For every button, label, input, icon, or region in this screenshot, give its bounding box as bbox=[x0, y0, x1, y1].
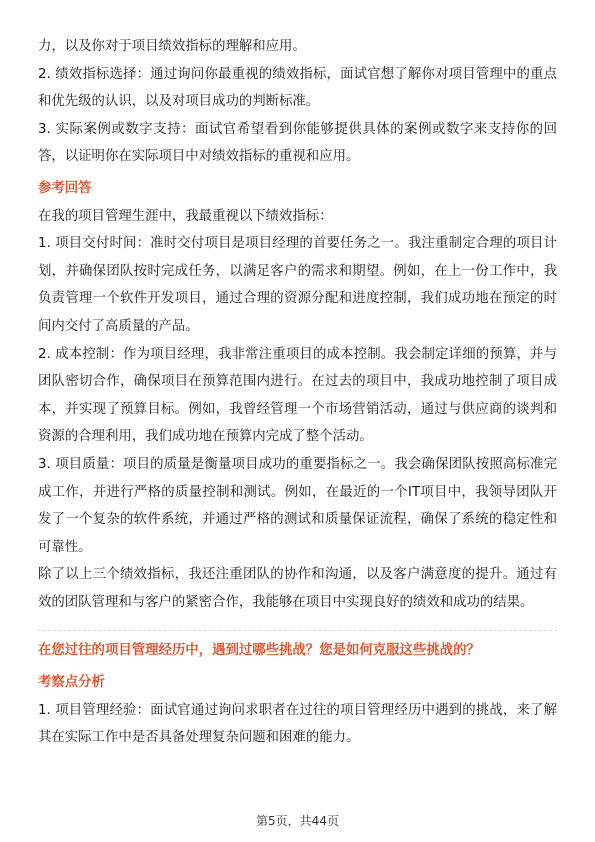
paragraph-continuation: 力，以及你对于项目绩效指标的理解和应用。 bbox=[38, 39, 306, 54]
paragraph-indicator-selection: 2. 绩效指标选择：通过询问你最重视的绩效指标，面试官想了解你对项目管理中的重点和优先级的认识，以及对项目成功的判断标准。 bbox=[38, 66, 557, 110]
section-divider bbox=[38, 630, 557, 631]
paragraph-case-support: 3. 实际案例或数字支持：面试官希望看到你能够提供具体的案例或数字来支持你的回答，以证明你在实际项目中对绩效指标的重视和应用。 bbox=[38, 121, 557, 165]
analysis-experience: 1. 项目管理经验：面试官通过询问求职者在过往的项目管理经历中遇到的挑战，来了解其在实际工作中是否具备处理复杂问题和困难的能力。 bbox=[38, 702, 557, 746]
answer-quality: 3. 项目质量：项目的质量是衡量项目成功的重要指标之一。我会确保团队按照高标准完成工作，并进行严格的质量控制和测试。例如，在最近的一个IT项目中，我领导团队开发了一个复杂的软件系统，并通过严格的测试和质量保证流程，确保了系统的稳定性和可靠性。 bbox=[38, 456, 557, 555]
answer-cost-control: 2. 成本控制：作为项目经理，我非常注重项目的成本控制。我会制定详细的预算，并与团队密切合作，确保项目在预算范围内进行。在过去的项目中，我成功地控制了项目成本，并实现了预算目标。例如，我曾经管理一个市场营销活动，通过与供应商的谈判和资源的合理利用，我们成功地在预算内完成了整个活动。 bbox=[38, 346, 557, 445]
analysis-heading: 考察点分析 bbox=[38, 675, 105, 691]
answer-delivery-time: 1. 项目交付时间：准时交付项目是项目经理的首要任务之一。我注重制定合理的项目计划，并确保团队按时完成任务，以满足客户的需求和期望。例如，在上一份工作中，我负责管理一个软件开发项目，通过合理的资源分配和进度控制，我们成功地在预定的时间内交付了高质量的产品。 bbox=[38, 236, 557, 334]
page-number: 第5页，共44页 bbox=[256, 814, 339, 828]
reference-answer-heading: 参考回答 bbox=[38, 180, 92, 196]
question-heading: 在您过往的项目管理经历中，遇到过哪些挑战？您是如何克服这些挑战的？ bbox=[38, 643, 480, 659]
answer-conclusion: 除了以上三个绩效指标，我还注重团队的协作和沟通，以及客户满意度的提升。通过有效的团队管理和与客户的紧密合作，我能够在项目中实现良好的绩效和成功的结果。 bbox=[38, 567, 557, 610]
answer-intro: 在我的项目管理生涯中，我最重视以下绩效指标： bbox=[38, 208, 333, 224]
